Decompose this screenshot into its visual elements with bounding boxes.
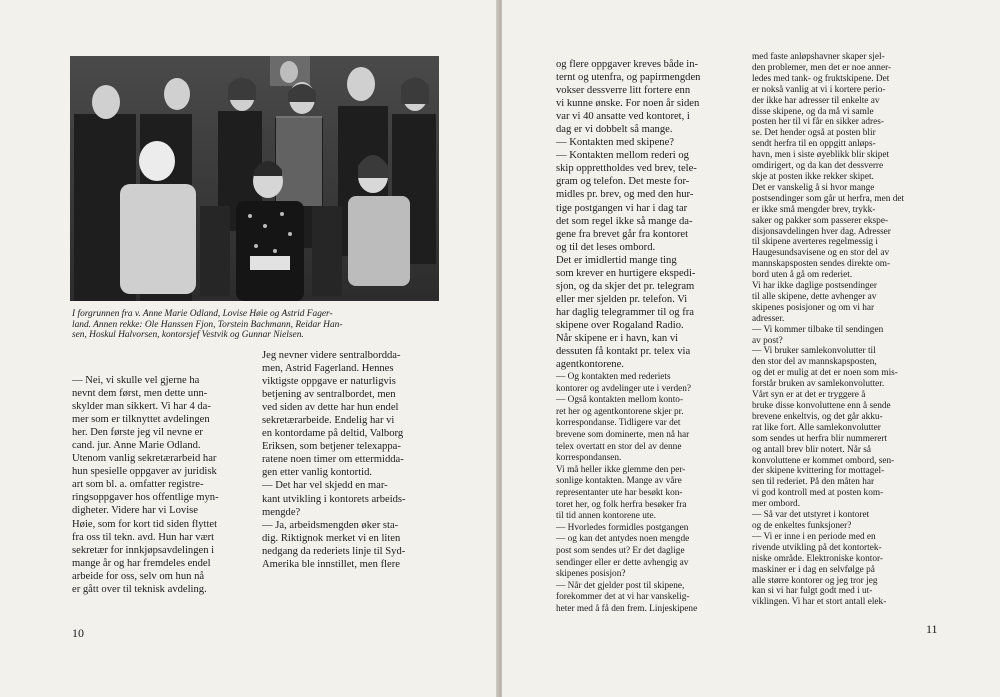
text-line: art som bl. a. omfatter registre- bbox=[72, 479, 204, 491]
text-line: til tid annen kontorene ute. bbox=[556, 511, 656, 522]
text-line: mer ombord. bbox=[752, 499, 801, 510]
text-line: vokser dessverre litt fortere enn bbox=[556, 85, 691, 97]
right-column-1-small bbox=[556, 372, 736, 615]
text-line: post som sendes ut? Er det daglige bbox=[556, 545, 685, 556]
text-line: representanter ute har besøkt kon- bbox=[556, 487, 683, 498]
text-line: til alle skipene, dette avhenger av bbox=[752, 291, 877, 302]
caption-line: I forgrunnen fra v. Anne Marie Odland, Lovise Høie og Astrid Fager- bbox=[72, 309, 333, 319]
left-column-2 bbox=[262, 349, 440, 571]
text-line: en kontordame på deltid, Valborg bbox=[262, 428, 404, 440]
text-line: der skipene kvittering for mottagel- bbox=[752, 466, 885, 477]
text-line: arbeide for oss, selv om hun nå bbox=[72, 570, 205, 582]
text-line: gen etter vanlig kontortid. bbox=[262, 467, 373, 479]
text-line: — Også kontakten mellom konto- bbox=[556, 395, 684, 406]
text-line: Høie, som for kort tid siden flyttet bbox=[72, 518, 218, 530]
text-line: omdirigert, og da kan det dessverre bbox=[752, 161, 884, 172]
text-line: — Kontakten mellom rederi og bbox=[556, 150, 689, 162]
text-line: dig. Riktignok merket vi en liten bbox=[262, 532, 401, 544]
text-line: Vi har ikke daglige postsendinger bbox=[752, 281, 877, 292]
left-column-1 bbox=[72, 374, 247, 596]
text-line: vi god kontroll med at posten kom- bbox=[752, 488, 884, 499]
text-line: det som regel ikke så mange da- bbox=[556, 215, 693, 227]
text-line: konvoluttene er kommet ombord, sen- bbox=[752, 455, 895, 466]
text-line: brevene som dominerte, men nå har bbox=[556, 429, 690, 440]
text-line: — Når det gjelder post til skipene, bbox=[556, 580, 685, 591]
text-line: som sendes ut herfra blir nummerert bbox=[752, 433, 888, 444]
text-line: disjonsavdelingen hver dag. Adresser bbox=[752, 226, 891, 237]
text-line: den stor del av mannskapsposten, bbox=[752, 357, 877, 368]
text-line: — Så var det utstyret i kontoret bbox=[752, 510, 870, 521]
text-line: — Vi bruker samlekonvolutter til bbox=[752, 346, 876, 357]
text-line: som krever en hurtigere ekspedi- bbox=[556, 267, 696, 279]
text-line: var vi 40 ansatte ved kontoret, i bbox=[556, 111, 690, 123]
text-line: — Vi kommer tilbake til sendingen bbox=[752, 324, 884, 335]
text-line: sjon, og da skjer det pr. telegram bbox=[556, 280, 695, 292]
text-line: av post? bbox=[752, 335, 783, 346]
text-line: — Hvorledes formidles postgangen bbox=[556, 522, 689, 533]
caption-line: land. Annen rekke: Ole Hanssen Fjon, Torstein Bachmann, Reidar Han- bbox=[72, 319, 343, 330]
text-line: se. Det hender også at posten blir bbox=[752, 128, 876, 139]
text-line: til skipene averteres regelmessig i bbox=[752, 237, 878, 248]
text-line: korrespondansen. bbox=[556, 453, 622, 464]
text-line: forstår bruken av samlekonvolutter. bbox=[752, 379, 885, 390]
text-line: maskiner er i dag en selvfølge på bbox=[752, 564, 875, 575]
text-line: saker og pakker som passerer ekspe- bbox=[752, 215, 889, 226]
text-line: posten her til vi får en sikker adres- bbox=[752, 117, 884, 128]
text-line: — Kontakten med skipene? bbox=[556, 137, 674, 149]
text-line: — Og kontakten med rederiets bbox=[556, 372, 671, 382]
text-line: skipenes posisjoner og om vi har bbox=[752, 302, 875, 313]
text-line: eller mer sjelden pr. telefon. Vi bbox=[556, 293, 688, 305]
text-line: med faste anløpshavner skaper sjel- bbox=[752, 52, 885, 62]
text-line: sen til rederiet. På den måten har bbox=[752, 477, 875, 488]
text-line: rivende utvikling på det kontortek- bbox=[752, 542, 882, 553]
text-line: Vårt syn er at det er tryggere å bbox=[752, 390, 866, 401]
left-page bbox=[0, 0, 498, 697]
text-line: Utenom vanlig sekretærarbeid har bbox=[72, 453, 217, 465]
text-line: Haugesundsavisene og en stor del av bbox=[752, 248, 890, 259]
text-line: Når skipene er i havn, kan vi bbox=[556, 332, 679, 344]
text-line: Eriksen, som betjener telexappa- bbox=[262, 441, 401, 453]
text-line: betjening av sentralbordet, men bbox=[262, 389, 396, 401]
text-line: gene fra brevet går fra kontoret bbox=[556, 228, 689, 240]
text-line: nedgang da rederiets linje til Syd- bbox=[262, 545, 406, 557]
text-line: — Ja, arbeidsmengden øker sta- bbox=[262, 519, 399, 531]
right-column-2 bbox=[752, 52, 942, 608]
text-line: dag er vi dobbelt så mange. bbox=[556, 124, 673, 136]
text-line: er ikke små mengder brev, trykk- bbox=[752, 204, 876, 215]
text-line: mengde? bbox=[262, 506, 301, 518]
text-line: — Vi er inne i en periode med en bbox=[752, 531, 876, 542]
text-line: mannskapsposten sendes direkte om- bbox=[752, 259, 891, 270]
text-line: — Det har vel skjedd en mar- bbox=[262, 480, 388, 492]
text-line: gram og telefon. Det meste for- bbox=[556, 176, 690, 188]
text-line: og til det leses ombord. bbox=[556, 241, 656, 253]
text-line: ternt og utenfra, og papirmengden bbox=[556, 72, 701, 84]
text-line: digheter. Videre har vi Lovise bbox=[72, 505, 198, 517]
text-line: sekretærarbeide. Endelig har vi bbox=[262, 415, 395, 427]
page-number: 11 bbox=[926, 622, 938, 636]
text-line: kontorer og avdelinger ute i verden? bbox=[556, 383, 692, 394]
text-line: og det er mulig at det er noen som mis- bbox=[752, 368, 898, 379]
text-line: alle større kontorer og jeg tror jeg bbox=[752, 575, 878, 586]
text-line: Jeg nevner videre sentralbordda- bbox=[262, 350, 401, 361]
group-photo-image bbox=[70, 56, 439, 301]
text-line: ledes med tank- og fruktskipene. Det bbox=[752, 73, 890, 84]
text-line: niske område. Elektroniske kontor- bbox=[752, 553, 883, 564]
text-line: cand. jur. Anne Marie Odland. bbox=[72, 440, 201, 452]
text-line: sonlige kontakten. Mange av våre bbox=[556, 476, 682, 487]
text-line: Amerika ble innstillet, men flere bbox=[262, 558, 400, 570]
text-line: skje at posten ikke rekker skipet. bbox=[752, 171, 874, 182]
caption-line: sen, Hoskul Halvorsen, kontorsjef Vestvik og Gunnar Nielsen. bbox=[72, 330, 304, 341]
text-line: adresser. bbox=[752, 313, 785, 324]
text-line: og flere oppgaver kreves både in- bbox=[556, 59, 699, 70]
text-line: skipene over Rogaland Radio. bbox=[556, 319, 684, 331]
text-line: sekretær for innkjøpsavdelingen i bbox=[72, 544, 215, 556]
text-line: skip opprettholdes ved brev, tele- bbox=[556, 163, 697, 175]
text-line: fra oss til tekn. avd. Hun har vært bbox=[72, 531, 215, 543]
text-line: er nokså vanlig at vi i kortere perio- bbox=[752, 84, 886, 95]
text-line: telex overtatt en stor del av denne bbox=[556, 441, 682, 452]
text-line: sendinger eller er dette avhengig av bbox=[556, 557, 689, 568]
text-line: hun spesielle oppgaver av juridisk bbox=[72, 466, 217, 478]
text-line: Det er vanskelig å si hvor mange bbox=[752, 182, 875, 193]
text-line: ret her og agentkontorene skjer pr. bbox=[556, 406, 684, 417]
group-photo bbox=[70, 56, 439, 301]
text-line: men, Astrid Fagerland. Hennes bbox=[262, 363, 394, 375]
text-line: har daglig telegrammer til og fra bbox=[556, 306, 694, 318]
text-line: toret her, og folk herfra besøker fra bbox=[556, 499, 687, 510]
text-line: dessuten få kontakt pr. telex via bbox=[556, 346, 691, 358]
right-column-1 bbox=[556, 58, 736, 371]
text-line: heter med å få den frem. Linjeskipene bbox=[556, 603, 698, 614]
text-line: sendt herfra til en oppgitt anløps- bbox=[752, 139, 876, 150]
text-line: og de enkeltes funksjoner? bbox=[752, 520, 852, 531]
text-line: Det er imidlertid mange ting bbox=[556, 254, 677, 266]
text-line: kan si vi har fulgt godt med i ut- bbox=[752, 586, 873, 597]
text-line: Vi må heller ikke glemme den per- bbox=[556, 464, 686, 475]
text-line: forekommer det at vi har vanskelig- bbox=[556, 592, 690, 603]
text-line: ved siden av dette har hun endel bbox=[262, 402, 399, 414]
text-line: er gått over til teknisk avdeling. bbox=[72, 583, 207, 595]
text-line: — Nei, vi skulle vel gjerne ha bbox=[72, 375, 200, 386]
text-line: kant utvikling i kontorets arbeids- bbox=[262, 493, 406, 505]
text-line: brevene enkeltvis, og det går akku- bbox=[752, 411, 883, 422]
text-line: og antall brev blir notert. Når så bbox=[752, 444, 872, 455]
text-line: rat like fort. Alle samlekonvolutter bbox=[752, 422, 881, 433]
right-page bbox=[502, 0, 1000, 697]
photo-caption bbox=[72, 309, 440, 341]
text-line: mange år og har fremdeles endel bbox=[72, 557, 211, 569]
text-line: midles pr. brev, og med den hur- bbox=[556, 189, 694, 201]
text-line: her. Den første jeg vil nevne er bbox=[72, 427, 203, 439]
text-line: havn, men i siste øyeblikk blir skipet bbox=[752, 150, 890, 161]
text-line: tige postgangen vi har i dag tar bbox=[556, 202, 688, 214]
text-line: bruke disse konvoluttene enn å sende bbox=[752, 401, 891, 411]
text-line: — og kan det antydes noen mengde bbox=[556, 534, 690, 545]
text-line: den problemer, men det er noe anner- bbox=[752, 62, 892, 73]
text-line: bord uten å gå om rederiet. bbox=[752, 270, 853, 281]
text-line: disse skipene, og da må vi samle bbox=[752, 106, 874, 117]
text-line: viktigste oppgave er naturligvis bbox=[262, 376, 396, 388]
text-line: korrespondanse. Tidligere var det bbox=[556, 418, 681, 429]
text-line: nevnt dem først, men dette unn- bbox=[72, 388, 208, 400]
page-number: 10 bbox=[72, 626, 84, 640]
text-line: postsendinger som går ut herfra, men det bbox=[752, 193, 905, 204]
text-line: skylder man sikkert. Vi har 4 da- bbox=[72, 401, 211, 413]
text-line: agentkontorene. bbox=[556, 359, 624, 371]
text-line: ratene noen timer om ettermidda- bbox=[262, 454, 404, 466]
text-line: skipenes posisjon? bbox=[556, 569, 626, 580]
text-line: ringsoppgaver hos offentlige myn- bbox=[72, 492, 219, 504]
text-line: mer som er tilknyttet avdelingen bbox=[72, 414, 210, 426]
text-line: vi kunne ønske. For noen år siden bbox=[556, 98, 700, 110]
text-line: viklingen. Vi har et stort antall elek- bbox=[752, 597, 887, 608]
text-line: der ikke har adresser til enkelte av bbox=[752, 95, 880, 106]
